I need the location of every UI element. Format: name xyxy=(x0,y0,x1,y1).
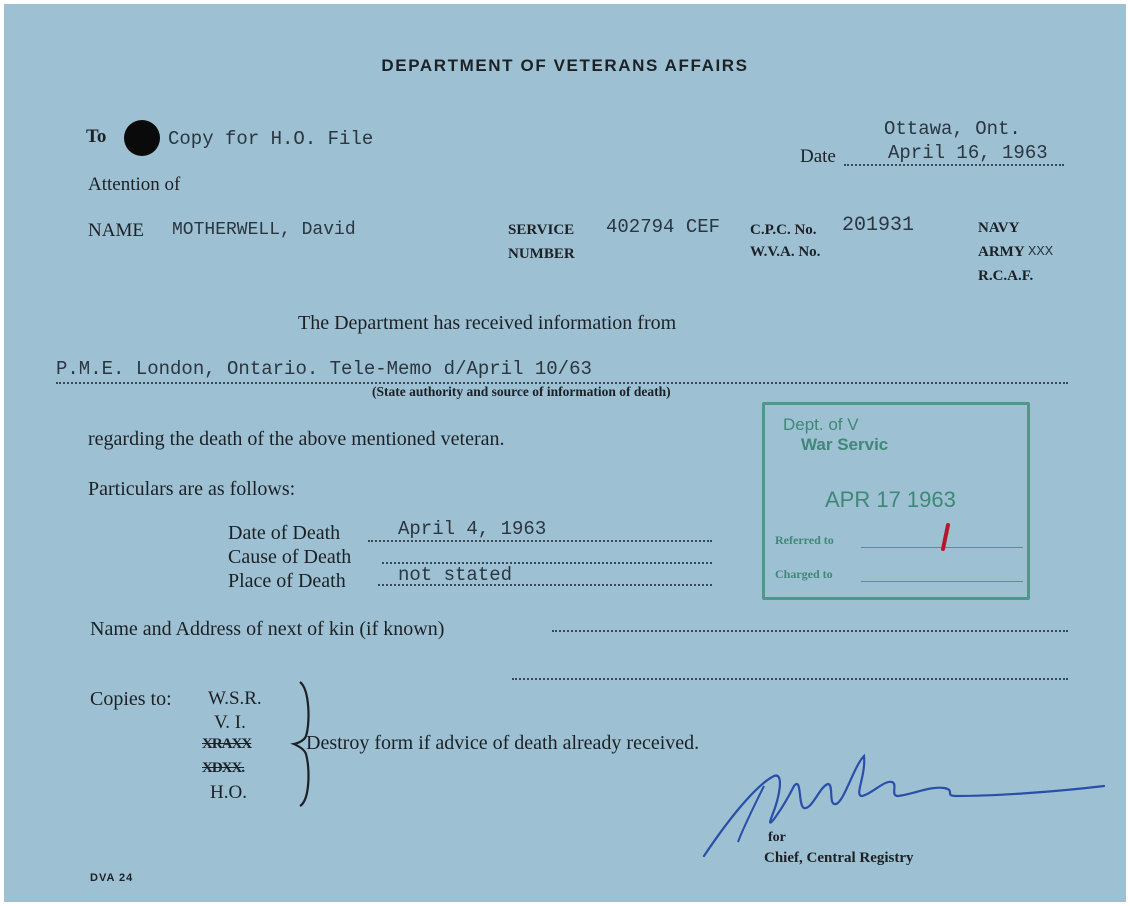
date-dotted-line xyxy=(844,164,1064,166)
copy-ho: H.O. xyxy=(210,782,247,803)
regarding-text: regarding the death of the above mentioned veteran. xyxy=(88,428,505,450)
branch-rcaf: R.C.A.F. xyxy=(978,268,1034,284)
cpc-label: C.P.C. No. xyxy=(750,222,817,238)
city-value: Ottawa, Ont. xyxy=(884,118,1021,140)
stamp-line-1: Dept. of V xyxy=(783,415,859,434)
form-title: DEPARTMENT OF VETERANS AFFAIRS xyxy=(381,56,749,75)
branch-navy: NAVY xyxy=(978,220,1020,236)
dod-dotted-line xyxy=(368,540,712,542)
form-number: DVA 24 xyxy=(90,872,134,884)
stamp-charged-line xyxy=(861,581,1023,582)
stamp-line-2: War Servic xyxy=(801,435,889,454)
signature xyxy=(694,746,1114,866)
received-stamp xyxy=(762,402,1030,600)
for-label: for xyxy=(768,830,786,845)
date-value: April 16, 1963 xyxy=(888,142,1048,164)
stamp-charged-label: Charged to xyxy=(775,567,833,581)
cpc-value: 201931 xyxy=(842,214,915,237)
kin-dotted-line-2 xyxy=(512,678,1068,680)
form-page xyxy=(4,4,1126,902)
copy-struck-2: XDXX. xyxy=(202,760,245,776)
kin-label: Name and Address of next of kin (if known) xyxy=(90,618,445,640)
stamp-date: APR 17 1963 xyxy=(825,487,956,512)
name-label: NAME xyxy=(88,220,144,241)
destroy-text: Destroy form if advice of death already received. xyxy=(306,732,700,754)
source-value: P.M.E. London, Ontario. Tele-Memo d/April 10/63 xyxy=(56,358,592,380)
pod-value: not stated xyxy=(398,564,513,586)
received-text: The Department has received information from xyxy=(298,312,677,334)
army-typed-mark: XXX xyxy=(1028,244,1054,260)
particulars-text: Particulars are as follows: xyxy=(88,478,296,500)
stamp-referred-label: Referred to xyxy=(775,533,834,547)
signer-title: Chief, Central Registry xyxy=(764,850,914,866)
dod-label: Date of Death xyxy=(228,522,341,544)
copies-label: Copies to: xyxy=(90,688,172,710)
to-label: To xyxy=(86,126,107,147)
dod-value: April 4, 1963 xyxy=(398,518,547,540)
copy-struck-1: XRAXX xyxy=(202,736,252,752)
pod-label: Place of Death xyxy=(228,570,346,592)
service-number-value: 402794 CEF xyxy=(606,216,721,238)
source-hint: (State authority and source of information of death) xyxy=(372,384,671,399)
copy-wsr: W.S.R. xyxy=(208,688,262,709)
red-ink-mark xyxy=(939,523,953,553)
name-value: MOTHERWELL, David xyxy=(172,220,356,240)
branch-army: ARMY xyxy=(978,244,1025,260)
number-label: NUMBER xyxy=(508,246,575,262)
wva-label: W.V.A. No. xyxy=(750,244,821,260)
copy-vi: V. I. xyxy=(214,712,246,733)
redaction-mark xyxy=(124,120,160,156)
service-label: SERVICE xyxy=(508,222,575,238)
attention-label: Attention of xyxy=(88,174,181,195)
date-label: Date xyxy=(800,146,836,167)
kin-dotted-line xyxy=(552,630,1068,632)
to-value: Copy for H.O. File xyxy=(168,128,374,150)
cod-label: Cause of Death xyxy=(228,546,352,568)
